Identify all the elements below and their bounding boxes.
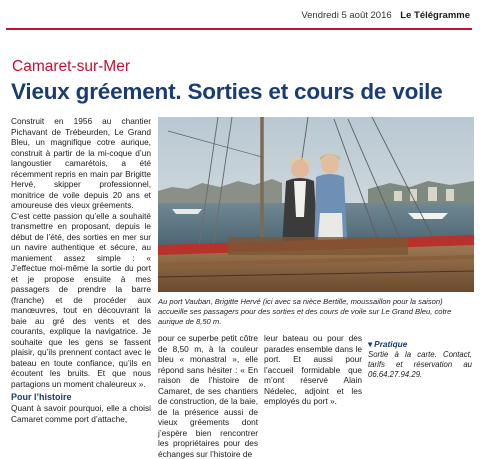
practical-info-text: Sortie à la carte. Contact, tarifs et réservation au 06.64.27.94.29. (368, 349, 472, 379)
practical-info-title: Pratique (374, 339, 408, 349)
paragraph-passion: C’est cette passion qu’elle a souhaité transmettre en proposant, depuis le début de l’été, des sorties en mer sur un navire authentique et sécure, au maniement assez simple : « J’effectue moi-même la sortie du port et je propose ensuite à mes passagers de prendre la barre (franche) et de procéder aux manœuvres, tout en découvrant la baie au gré des vents et des courants, explique la navigatrice. Je souhaite que les gens se fassent plaisir, qu’ils prennent contact avec le bateau en toute confiance, qu’ils en écoutent les bruits. Et que nous partagions un moment chaleureux ». (11, 210, 151, 389)
page-header (0, 10, 470, 21)
issue-date: Vendredi 5 août 2016 (301, 10, 392, 21)
header-rule (6, 28, 472, 30)
article-column-1 (11, 116, 151, 424)
paragraph-history: Quant à savoir pourquoi, elle a choisi Camaret comme port d’attache, (11, 403, 151, 424)
article-column-3: leur bateau ou pour des parades ensemble dans le port. Et aussi pour l’accueil formidable que m’ont réservé Alain Nédelec, adjoint et les employés du port ». (264, 333, 362, 406)
article-photo (158, 117, 474, 292)
practical-info-heading (368, 339, 472, 350)
paragraph-intro: Construit en 1956 au chantier Pichavant de Trébeurden, Le Grand Bleu, un magnifique cotre aurique, construit à partir de la mi-coque d’un langoustier camarétois, a été récemment repris en main par Brigitte Hervé, skipper professionnel, monitrice de voile depuis 20 ans et amoureuse des vieux gréements. (11, 116, 151, 210)
article-headline: Vieux gréement. Sorties et cours de voile (11, 79, 443, 104)
boat-photo-illustration (158, 117, 474, 292)
article-column-2: pour ce superbe petit côtre de 8,50 m, à la couleur bleu « monastral », elle répond sans hésiter : « En raison de l’histoire de Camaret, de ses chantiers de construction, de la baie, de la présence aussi de vieux gréements dont j’espère bien rencontrer les propriétaires pour des échanges sur l’histoire de (158, 333, 258, 459)
photo-caption: Au port Vauban, Brigitte Hervé (ici avec sa nièce Bertille, moussaillon pour la saison) accueille ses passagers pour des sorties et des cours de voile sur Le Grand Bleu, cotre aurique de 8,50 m. (158, 297, 452, 326)
practical-info-box (368, 333, 472, 380)
section-rubric: Camaret-sur-Mer (12, 58, 130, 75)
newspaper-name: Le Télégramme (400, 10, 470, 21)
subheading-history: Pour l’histoire (11, 392, 72, 402)
triangle-down-icon: ▾ (368, 339, 373, 349)
